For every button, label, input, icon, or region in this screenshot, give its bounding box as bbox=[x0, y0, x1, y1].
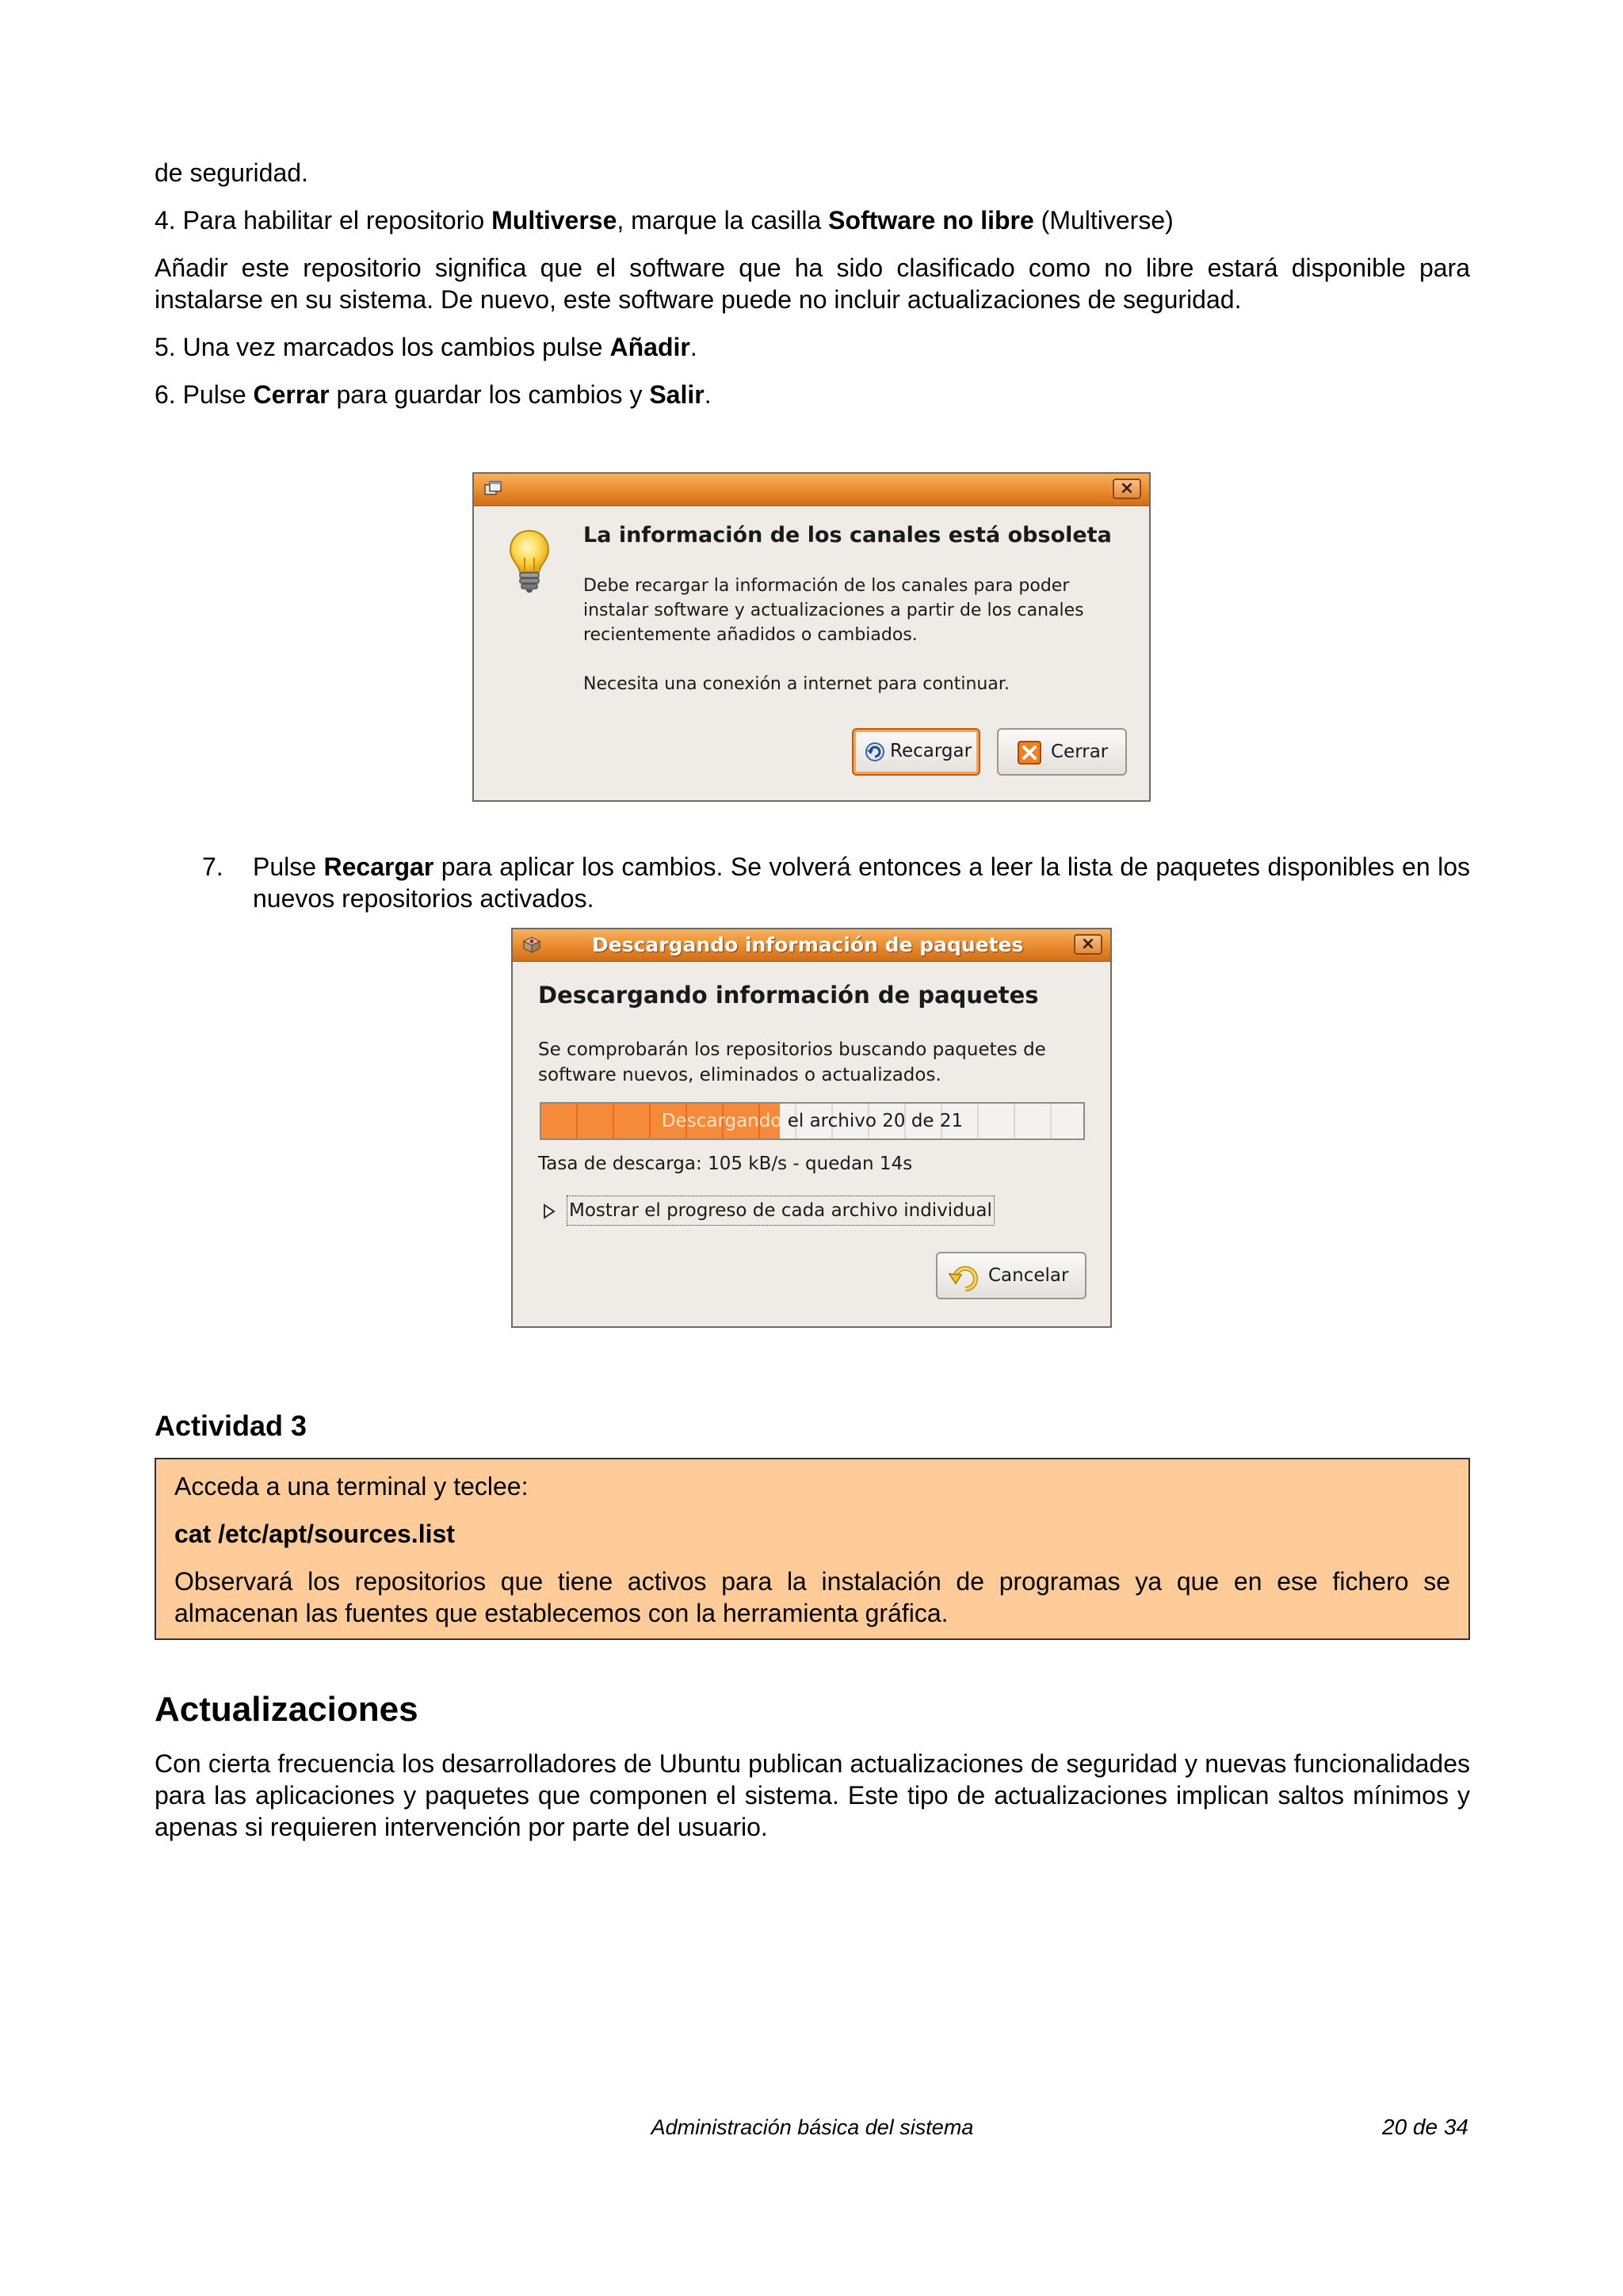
titlebar-close-button[interactable]: × bbox=[1113, 479, 1141, 499]
dialog-heading: La información de los canales está obsoleta bbox=[583, 523, 1112, 547]
activity-box bbox=[155, 1458, 1470, 1640]
reload-button[interactable]: Recargar bbox=[852, 728, 980, 776]
package-icon[interactable] bbox=[522, 936, 541, 953]
step-6: 6. Pulse Cerrar para guardar los cambios y Salir. bbox=[155, 380, 712, 409]
step-4: 4. Para habilitar el repositorio Multiverse, marque la casilla Software no libre (Multiverse) bbox=[155, 206, 1174, 235]
section-title: Actualizaciones bbox=[155, 1690, 418, 1729]
page-number: 20 de 34 bbox=[1382, 2115, 1468, 2139]
dialog-body: Se comprobarán los repositorios buscando paquetes de software nuevos, eliminados o actualizados. bbox=[538, 1039, 1046, 1085]
reload-dialog bbox=[472, 472, 1151, 802]
window-title: Descargando información de paquetes bbox=[592, 933, 1024, 956]
intro-fragment: de seguridad. bbox=[155, 158, 308, 187]
close-button[interactable]: Cerrar bbox=[997, 728, 1127, 776]
step-4-paragraph: Añadir este repositorio significa que el software que ha sido clasificado como no libre estará disponible para instalarse en su sistema. De nuevo, este software puede no incluir actualizaciones de seguridad. bbox=[155, 254, 1470, 314]
progress-text: Descargando el archivo 20 de 21 bbox=[661, 1111, 964, 1131]
dialog-titlebar bbox=[474, 474, 1149, 506]
footer-title: Administración básica del sistema bbox=[651, 2115, 974, 2139]
undo-icon bbox=[949, 1261, 980, 1293]
download-rate: Tasa de descarga: 105 kB/s - quedan 14s bbox=[538, 1154, 913, 1174]
lightbulb-icon bbox=[506, 528, 553, 594]
activity-line-1: Acceda a una terminal y teclee: bbox=[174, 1472, 529, 1501]
download-dialog: Descargando información de paquetes × Descargando información de paquetes Se comprobarán los repositorios buscando paquetes de software nuevos, eliminados o actualizados. Descargando el archivo 20 de 21 Tasa de descarga: 105 kB/s - quedan 14s Mostrar el progreso de cada archivo individual Cancelar bbox=[511, 928, 1112, 1328]
activity-title: Actividad 3 bbox=[155, 1409, 307, 1442]
dialog-heading: Descargando información de paquetes bbox=[538, 982, 1039, 1009]
progress-bar bbox=[540, 1102, 1085, 1140]
dialog-titlebar bbox=[513, 929, 1110, 962]
titlebar-close-button[interactable]: × bbox=[1074, 934, 1102, 955]
refresh-icon bbox=[865, 742, 885, 762]
step-5: 5. Una vez marcados los cambios pulse Añadir. bbox=[155, 333, 697, 361]
activity-command: cat /etc/apt/sources.list bbox=[174, 1520, 455, 1548]
window-menu-icon[interactable] bbox=[483, 480, 502, 498]
step-7: 7. Pulse Recargar para aplicar los cambios. Se volverá entonces a leer la lista de paquetes disponibles en los nuevos repositorios activados. bbox=[202, 852, 1471, 913]
cancel-button[interactable]: Cancelar bbox=[936, 1252, 1086, 1299]
close-icon bbox=[1018, 741, 1041, 765]
expander-triangle-icon bbox=[543, 1203, 556, 1219]
dialog-note: Necesita una conexión a internet para continuar. bbox=[583, 674, 1010, 694]
section-paragraph: Con cierta frecuencia los desarrolladores de Ubuntu publican actualizaciones de seguridad y nuevas funcionalidades para las aplicaciones y paquetes que componen el sistema. Este tipo de actualizaciones implican saltos mínimos y apenas si requieren intervención por parte del usuario. bbox=[155, 1749, 1470, 1841]
activity-explanation: Observará los repositorios que tiene activos para la instalación de programas ya que en ese fichero se almacenan las fuentes que establecemos con la herramienta gráfica. bbox=[174, 1567, 1450, 1627]
dialog-body: Debe recargar la información de los canales para poder instalar software y actualizaciones a partir de los canales recientemente añadidos o cambiados. bbox=[583, 576, 1084, 645]
